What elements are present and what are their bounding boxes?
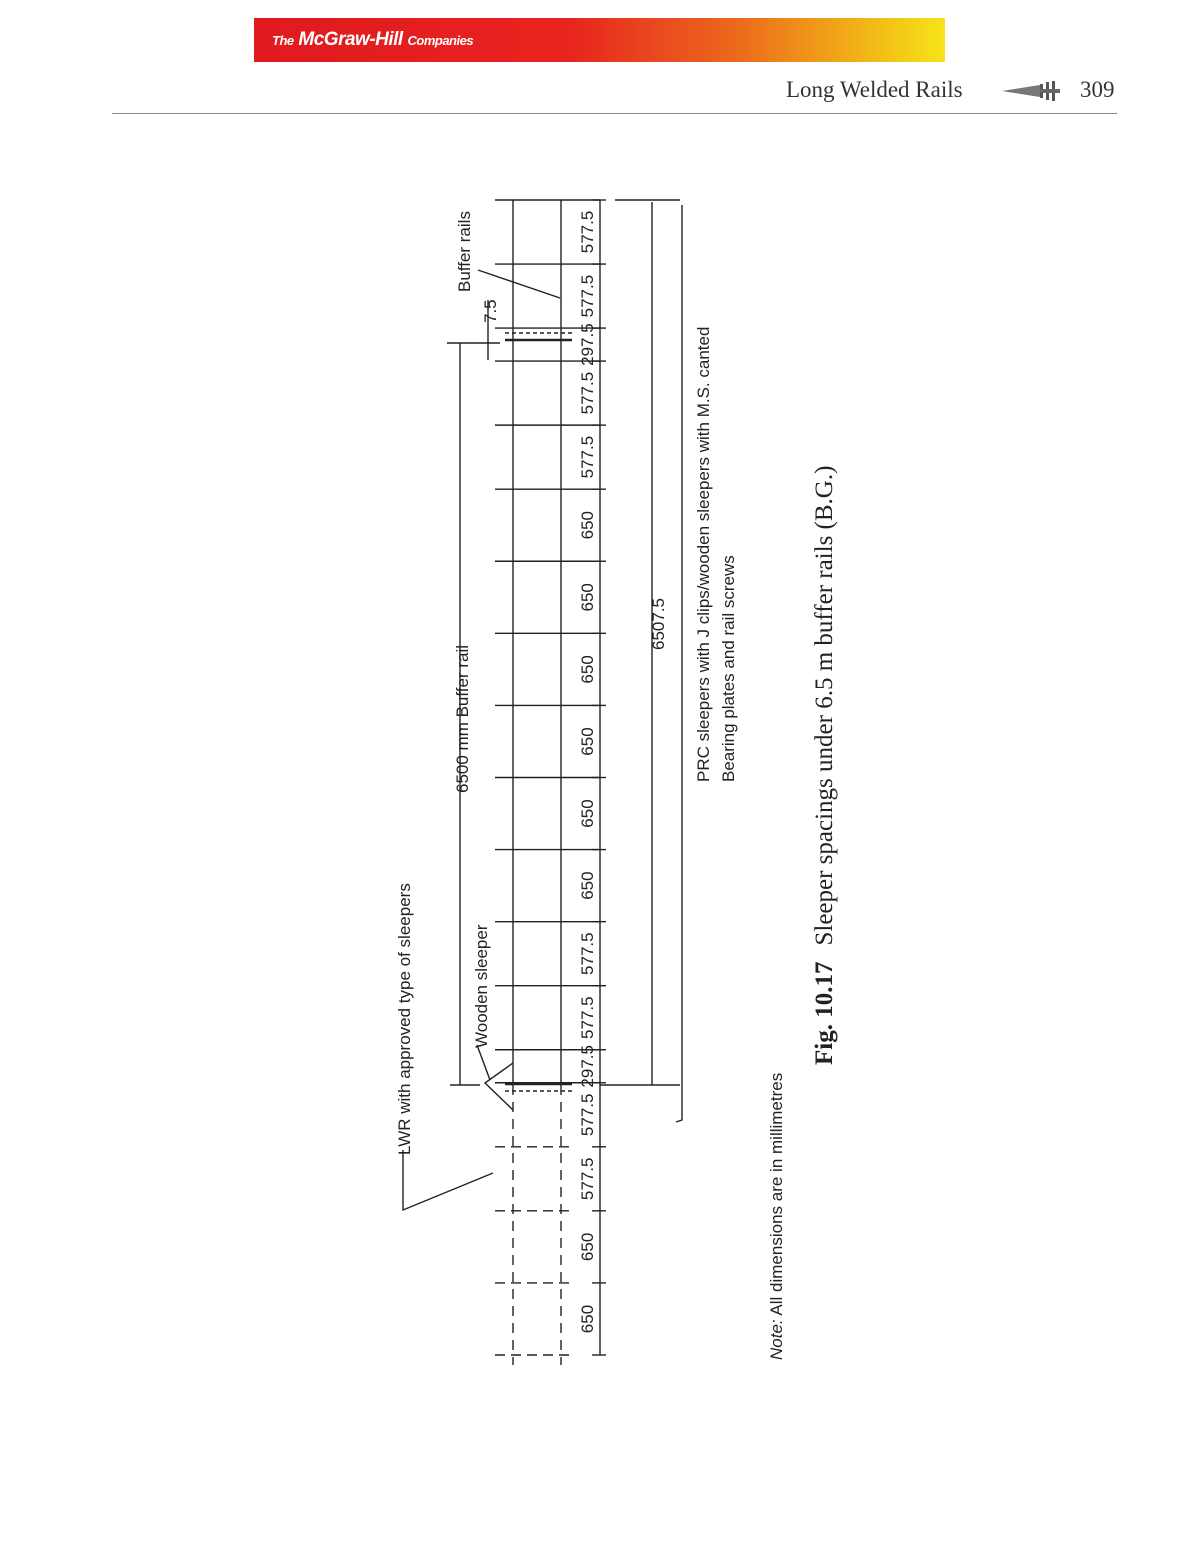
- spacing-label: 650: [578, 1304, 597, 1334]
- spacing-label: 650: [578, 799, 597, 828]
- spacing-label: 650: [578, 655, 597, 684]
- track-drawing: [403, 200, 682, 1365]
- label-overall: 6507.5: [649, 598, 668, 650]
- spacing-label: 577.5: [578, 1093, 597, 1137]
- label-buffer-rails: Buffer rails: [455, 211, 474, 292]
- label-buffer-rail-length: 6500 mm Buffer rail: [453, 644, 472, 793]
- switch-taper: [485, 1063, 513, 1110]
- wooden-sleeper-leader: [477, 1045, 490, 1080]
- spacing-label: 577.5: [578, 371, 597, 415]
- spacing-label: 650: [578, 727, 597, 756]
- publisher-name: McGraw-Hill: [298, 29, 403, 50]
- spacing-label: 297.5: [578, 1045, 597, 1088]
- spacing-label: 577.5: [578, 1157, 597, 1201]
- label-lwr: LWR with approved type of sleepers: [395, 883, 414, 1155]
- spacing-label: 577.5: [578, 210, 597, 254]
- label-prc-line1: PRC sleepers with J clips/wooden sleepers with M.S. canted: [694, 326, 713, 782]
- spacing-label: 650: [578, 871, 597, 900]
- label-prc-line2: Bearing plates and rail screws: [719, 555, 738, 782]
- caption-text: Sleeper spacings under 6.5 m buffer rails (B.G.): [811, 465, 838, 946]
- caption-number: Fig. 10.17: [811, 961, 838, 1065]
- publisher-suffix: Companies: [407, 33, 474, 48]
- note-prefix: Note:: [767, 1319, 786, 1360]
- spacing-label: 577.5: [578, 996, 597, 1039]
- label-wooden-sleeper: Wooden sleeper: [472, 924, 491, 1048]
- label-gap: 7.5: [481, 299, 500, 323]
- lwr-leader: [403, 1150, 493, 1210]
- spacing-label: 297.5: [578, 323, 597, 366]
- spacing-label: 650: [578, 511, 597, 540]
- note-text: All dimensions are in millimetres: [767, 1072, 786, 1320]
- spacing-label: 650: [578, 583, 597, 612]
- spacing-labels: [578, 211, 597, 1333]
- buffer-rails-leader: [478, 270, 560, 298]
- spacing-label: 650: [578, 1232, 597, 1262]
- figure-caption: [811, 466, 838, 1065]
- running-title: Long Welded Rails: [786, 77, 963, 102]
- spacing-label: 577.5: [578, 274, 597, 318]
- spacing-label: 577.5: [578, 435, 597, 479]
- spacing-label: 577.5: [578, 932, 597, 975]
- publisher-prefix: The: [272, 33, 294, 48]
- page-number: 309: [1080, 77, 1115, 102]
- prc-bracket: [676, 205, 682, 1122]
- figure-note: [767, 1073, 786, 1360]
